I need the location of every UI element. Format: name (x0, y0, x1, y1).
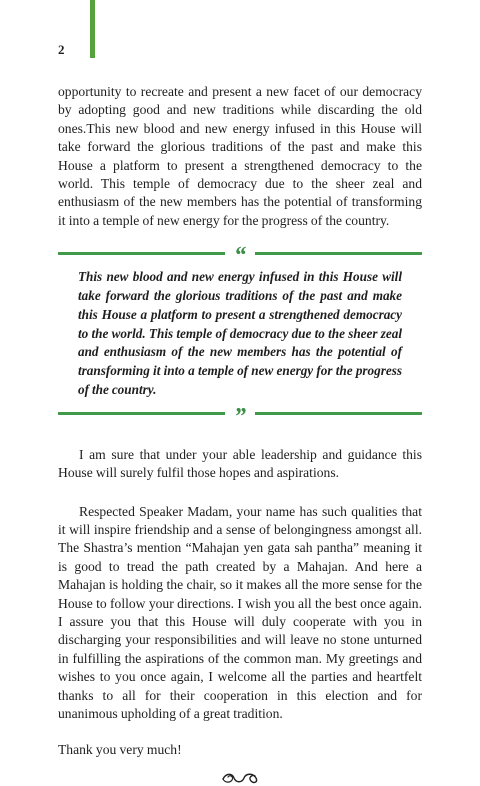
pull-quote-bottom-rule (58, 403, 422, 430)
page-accent-bar (90, 0, 95, 58)
divider-line (255, 412, 422, 415)
pull-quote-text: This new blood and new energy infused in this House will take forward the glorious traditions of the past and make this House a platform to present a strengthened democracy to the world. This temple of democracy due to the sheer zeal and enthusiasm of the new members has the potential of transforming it into a temple of new energy for the progress of the country. (78, 269, 402, 398)
close-quote-mark: ” (234, 403, 246, 430)
divider-line (255, 252, 422, 255)
divider-line (58, 252, 225, 255)
paragraph-1: opportunity to recreate and present a new facet of our democracy by adopting good and new traditions while discarding the old ones.This new blood and new energy infused in this House will take forward the glorious traditions of the past and make this House a platform to present a strengthened democracy to the world. This temple of democracy due to the sheer zeal and enthusiasm of the new members has the potential of transforming it into a temple of new energy for the progress of the country. (58, 84, 422, 228)
pull-quote-top-rule (58, 243, 422, 270)
closing-line: Thank you very much! (58, 741, 182, 757)
open-quote-mark: “ (234, 243, 246, 270)
page-content (58, 83, 422, 786)
divider-line (58, 412, 225, 415)
page-number: 2 (58, 42, 65, 57)
paragraph-3: Respected Speaker Madam, your name has such qualities that it will inspire friendship and a sense of belongingness amongst all. The Shastra’s mention “Mahajan yen gata sah pantha” meaning it is good to tread the path created by a Mahajan. And here a Mahajan is holding the chair, so it makes all the more sense for the House to follow your directions. I wish you all the best once again. I assure you that this House will duly cooperate with you in discharging your responsibilities and will leave no stone unturned in fulfilling the aspirations of the common man. My greetings and wishes to you once again, I welcome all the parties and heartfelt thanks to all for their cooperation in this election and for unanimous upholding of a great tradition. (58, 503, 422, 722)
flourish-ornament-icon (58, 770, 422, 786)
paragraph-2: I am sure that under your able leadership and guidance this House will surely fulfil those hopes and aspirations. (58, 446, 422, 481)
pull-quote (58, 243, 422, 430)
